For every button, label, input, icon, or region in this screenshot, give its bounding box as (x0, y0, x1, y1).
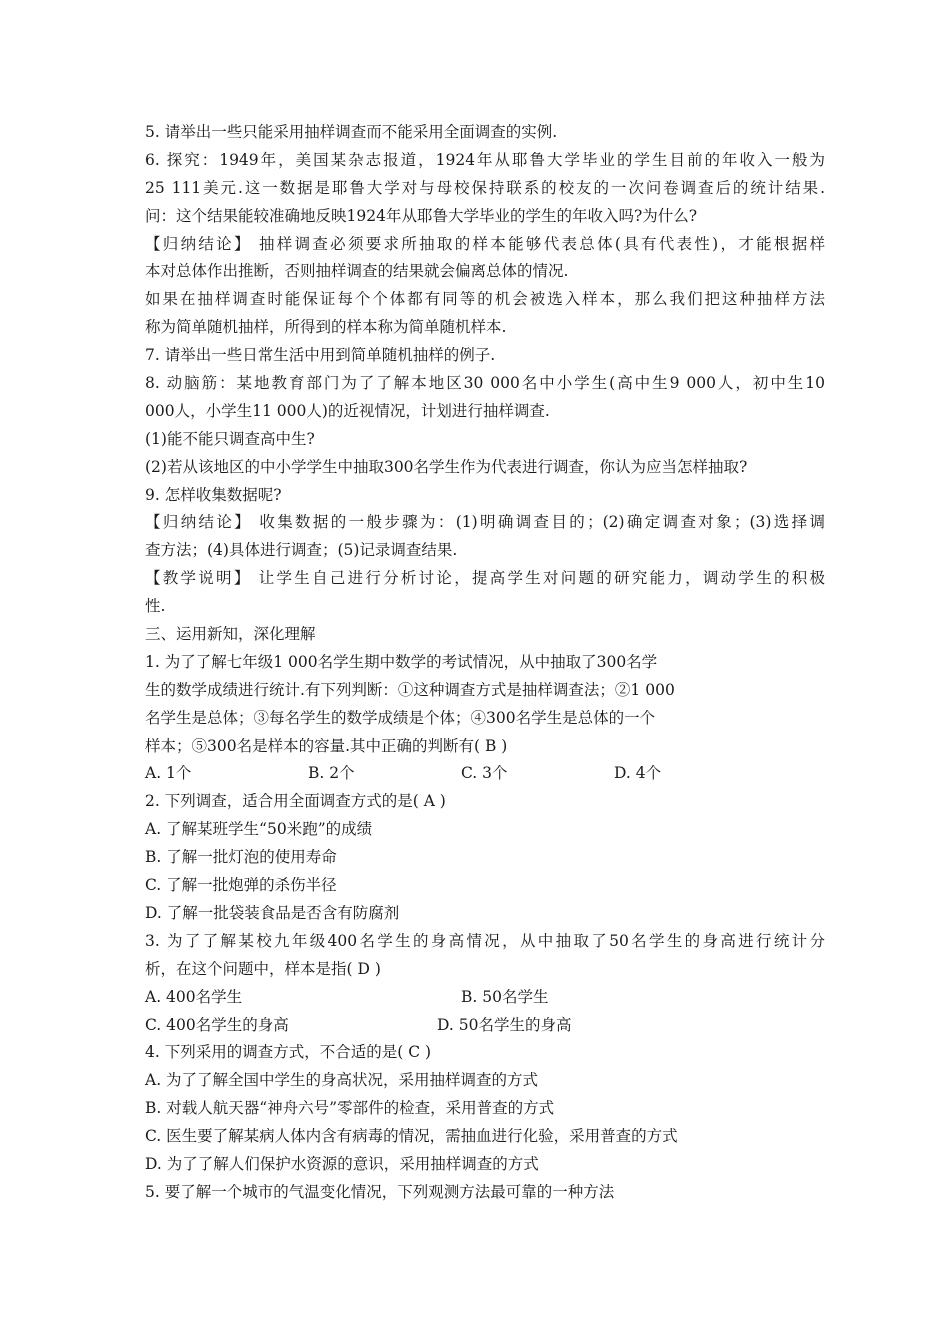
option-b: B. 2个 (308, 764, 355, 783)
q3-options-row2 (145, 1012, 825, 1040)
text-line: 本对总体作出推断，否则抽样调查的结果就会偏离总体的情况. (145, 262, 569, 281)
option-line: A. 了解某班学生“50米跑”的成绩 (145, 820, 373, 839)
text-line: 5. 请举出一些只能采用抽样调查而不能采用全面调查的实例. (145, 123, 558, 141)
document-body (145, 119, 825, 1207)
option-a: A. 1个 (145, 764, 192, 783)
text-line: 问：这个结果能较准确地反映1924年从耶鲁大学毕业的学生的年收入吗?为什么? (145, 206, 698, 225)
option-d: D. 4个 (614, 764, 662, 783)
option-line: C. 了解一批炮弹的杀伤半径 (145, 876, 337, 895)
text-line: 8. 动脑筋：某地教育部门为了了解本地区30 000名中小学生(高中生9 000人，初中生10 (145, 374, 825, 393)
question-line: 4. 下列采用的调查方式，不合适的是( C ) (145, 1043, 432, 1062)
option-d: D. 50名学生的身高 (437, 1015, 572, 1034)
option-line: C. 医生要了解某病人体内含有病毒的情况，需抽血进行化验，采用普查的方式 (145, 1127, 678, 1146)
text-line: (2)若从该地区的中小学学生中抽取300名学生作为代表进行调查，你认为应当怎样抽取? (145, 457, 748, 476)
q1-options (145, 760, 825, 788)
conclusion-line: 【归纳结论】 抽样调查必须要求所抽取的样本能够代表总体(具有代表性)，才能根据样 (145, 234, 825, 253)
text-line: 查方法；(4)具体进行调查；(5)记录调查结果. (145, 541, 458, 560)
question-line: 5. 要了解一个城市的气温变化情况，下列观测方法最可靠的一种方法 (145, 1182, 615, 1201)
option-c: C. 400名学生的身高 (145, 1015, 289, 1034)
text-line: 000人，小学生11 000人)的近视情况，计划进行抽样调查. (145, 401, 550, 420)
text-line: 9. 怎样收集数据呢? (145, 485, 282, 504)
option-line: D. 为了了解人们保护水资源的意识，采用抽样调查的方式 (145, 1154, 539, 1173)
conclusion-line: 【归纳结论】 收集数据的一般步骤为：(1)明确调查目的；(2)确定调查对象；(3)选择调 (145, 513, 825, 532)
question-line: 2. 下列调查，适合用全面调查方式的是( A ) (145, 792, 446, 811)
option-b: B. 50名学生 (461, 987, 549, 1006)
option-line: A. 为了了解全国中学生的身高状况，采用抽样调查的方式 (145, 1071, 539, 1090)
option-line: D. 了解一批袋装食品是否含有防腐剂 (145, 903, 400, 922)
text-line: 称为简单随机抽样，所得到的样本称为简单随机样本. (145, 318, 507, 337)
text-line: 6. 探究：1949年，美国某杂志报道，1924年从耶鲁大学毕业的学生目前的年收入一般为 (145, 150, 825, 169)
text-line: 性. (145, 597, 166, 616)
option-c: C. 3个 (461, 764, 508, 783)
option-line: B. 了解一批灯泡的使用寿命 (145, 848, 337, 867)
text-line: 7. 请举出一些日常生活中用到简单随机抽样的例子. (145, 346, 496, 365)
question-line: 3. 为了了解某校九年级400名学生的身高情况，从中抽取了50名学生的身高进行统计分 (145, 931, 825, 950)
q3-options-row1 (145, 984, 825, 1012)
text-line: 如果在抽样调查时能保证每个个体都有同等的机会被选入样本，那么我们把这种抽样方法 (145, 290, 825, 309)
teaching-note-line: 【教学说明】 让学生自己进行分析讨论，提高学生对问题的研究能力，调动学生的积极 (145, 569, 825, 588)
question-line: 析，在这个问题中，样本是指( D ) (145, 959, 381, 978)
text-line: 25 111美元.这一数据是耶鲁大学对与母校保持联系的校友的一次问卷调查后的统计结果. (145, 178, 825, 197)
option-a: A. 400名学生 (145, 987, 243, 1006)
text-line: (1)能不能只调查高中生? (145, 429, 315, 448)
question-line: 名学生是总体；③每名学生的数学成绩是个体；④300名学生是总体的一个 (145, 708, 656, 727)
section-heading: 三、运用新知，深化理解 (145, 625, 316, 644)
option-line: B. 对载人航天器“神舟六号”零部件的检查，采用普查的方式 (145, 1099, 555, 1118)
question-line: 1. 为了了解七年级1 000名学生期中数学的考试情况，从中抽取了300名学 (145, 652, 658, 671)
question-line: 样本；⑤300名是样本的容量.其中正确的判断有( B ) (145, 736, 508, 755)
question-line: 生的数学成绩进行统计.有下列判断：①这种调查方式是抽样调查法；②1 000 (145, 680, 675, 699)
